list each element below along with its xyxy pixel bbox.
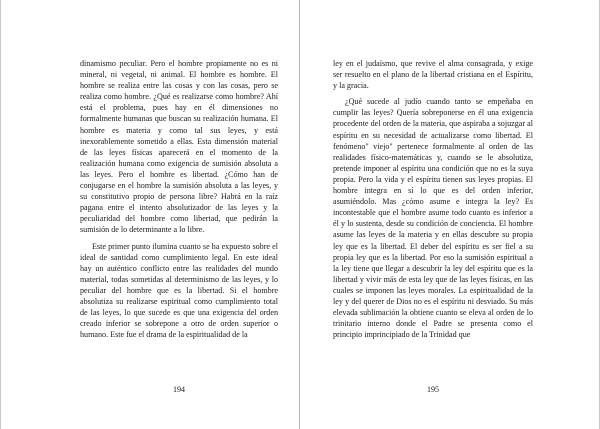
left-page-body <box>80 58 278 340</box>
left-paragraph-2: Este primer punto ilumina cuanto se ha expuesto sobre el ideal de santidad como cumplimiento legal. En este ideal hay un auténtico conflicto entre las realidades del mundo material, todas sometidas al determinismo de las leyes, y lo peculiar del hombre que es la libertad. Si el hombre absolutiza su realizarse espiritual como cumplimiento total de las leyes, lo que sucede es que una exigencia del orden creado inferior se sobrepone a otro de orden superior o humano. Este fue el drama de la espiritualidad de la <box>80 241 278 340</box>
left-page-edge <box>0 0 1 429</box>
right-paragraph-2: ¿Qué sucede al judío cuando tanto se empeñaba en cumplir las leyes? Quería sobreponerse en él una exigencia procedente del orden de la materia, que aspiraba a sojuzgar al espíritu en su necesidad de actualizarse como libertad. El fenómeno" viejo" pertenece formalmente al orden de las realidades físico-matemáticas y, cuando se le absolutiza, pretende imponer al espíritu una condición que no es la suya propia. Pero la vida y el espíritu tienen sus leyes propias. El hombre integra en sí lo que es del orden inferior, asumiéndolo. Mas ¿cómo asume e integra la ley? Es incontestable que el hombre asume todo cuanto es inferior a él y lo sustenta, desde su condición de conciencia. El hombre asume las leyes de la materia y en ellas descubre su propia ley que es la libertad. El deber del espíritu es ser fiel a su propia ley que es la libertad. Por eso la sumisión espiritual a la ley tiene que llegar a descubrir la ley del espíritu que es la libertad y vivir más de esta ley que de las leyes físicas, en las cuales se imponen las leyes morales. La espiritualidad de la ley y del querer de Dios no es el espíritu ni desviado. Su más elevada sublimación la obtiene cuanto se eleva al orden de lo trinitario interno donde el Padre se presenta como el principio imprincipiado de la Trinidad que <box>333 97 533 340</box>
left-page-number: 194 <box>173 385 185 394</box>
right-paragraph-1: ley en el judaísmo, que revive el alma consagrada, y exige ser resuelto en el plano de la libertad cristiana en el Espíritu, y la gracia. <box>333 59 533 91</box>
gutter-line <box>299 0 300 429</box>
right-page-body <box>333 58 533 340</box>
right-page-number: 195 <box>427 385 439 394</box>
left-paragraph-1: dinamismo peculiar. Pero el hombre propiamente no es ni mineral, ni vegetal, ni animal. El hombre es hombre. El hombre se realiza entre las cosas y con las cosas, pero se realiza como hombre. ¿Qué es realizarse como hombre? Ahí está el problema, pues hay en él dimensiones no formalmente humanas que buscan su realización humana. El hombre es materia y como tal sus leyes, y está inexorablemente sometido a ellas. Esta dimensión material de las leyes físicas aparecerá en el momento de la realización humana como exigencia de sumisión absoluta a las leyes. Pero el hombre es libertad. ¿Cómo han de conjugarse en el hombre la sumisión absoluta a las leyes, y su constitutivo propio de persona libre? Habrá en la raíz pagana entre el intento absolutizador de las leyes y la peculiaridad del hombre como libertad, que pedirán la sumisión de lo determinante a lo libre. <box>80 59 278 235</box>
